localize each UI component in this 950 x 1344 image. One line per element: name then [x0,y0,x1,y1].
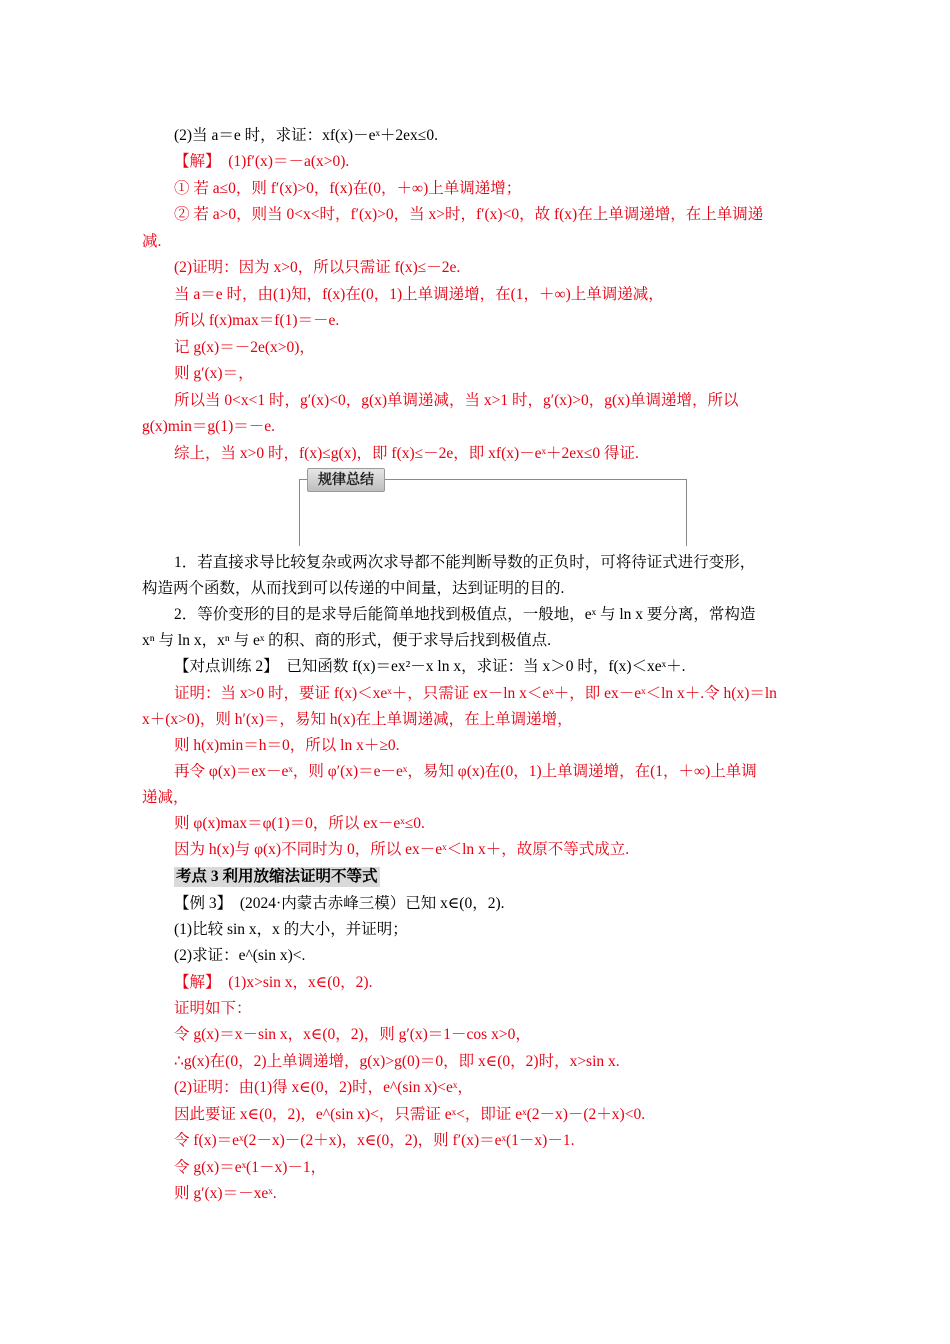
text-line: 令 g(x)＝x－sin x，x∈(0，2)，则 g′(x)＝1－cos x>0， [174,1026,531,1043]
text-line: g(x)min＝g(1)＝－e. [142,418,276,435]
text-line: 因此要证 x∈(0，2)，e^(sin x)<，只需证 eˣ<，即证 eˣ(2－x)－(2＋x)<0. [174,1106,646,1123]
text-line: (2)求证：e^(sin x)<. [174,947,306,964]
text-line: 则 h(x)min＝h＝0，所以 ln x＋≥0. [174,737,400,754]
text-line: 证明：当 x>0 时，要证 f(x)＜xeˣ＋，只需证 ex－ln x＜eˣ＋，即 ex－eˣ＜ln x＋.令 h(x)＝ln [174,685,777,702]
text-line: ∴g(x)在(0，2)上单调递增，g(x)>g(0)＝0，即 x∈(0，2)时，x>sin x. [174,1053,620,1070]
text-line: 1．若直接求导比较复杂或两次求导都不能判断导数的正负时，可将待证式进行变形， [174,554,756,571]
text-line: 则 g′(x)＝－xeˣ. [174,1185,277,1202]
text-line: 则 g′(x)＝， [174,365,254,382]
text-line: 减. [142,233,162,250]
text-line: 令 g(x)＝eˣ(1－x)－1， [174,1159,327,1176]
text-line: 【例 3】 (2024·内蒙古赤峰三模）已知 x∈(0，2). [174,895,505,912]
text-line: 所以当 0<x<1 时，g′(x)<0，g(x)单调递减，当 x>1 时，g′(x)>0，g(x)单调递增，所以 [174,392,739,409]
text-line: (2)当 a＝e 时，求证：xf(x)－eˣ＋2ex≤0. [174,127,438,144]
text-line: 证明如下： [174,1000,252,1017]
text-line: 2．等价变形的目的是求导后能简单地找到极值点，一般地，eˣ 与 ln x 要分离，常构造 [174,606,756,623]
text-line: ① 若 a≤0，则 f′(x)>0，f(x)在(0，＋∞)上单调递增； [174,180,522,197]
text-line: 【解】 (1)f′(x)＝－a(x>0). [174,153,350,170]
summary-box-title: 规律总结 [307,468,385,492]
text-line: ② 若 a>0，则当 0<x<时，f′(x)>0，当 x>时，f′(x)<0，故 f(x)在上单调递增，在上单调递 [174,206,764,223]
text-line: (2)证明：由(1)得 x∈(0，2)时，e^(sin x)<eˣ， [174,1079,473,1096]
text-line: 所以 f(x)max＝f(1)＝－e. [174,312,340,329]
text-line: 【解】 (1)x>sin x，x∈(0，2). [174,974,373,991]
text-line: 因为 h(x)与 φ(x)不同时为 0，所以 ex－eˣ＜ln x＋，故原不等式成立. [174,841,630,858]
text-line: 递减， [142,789,189,806]
section-heading: 考点 3 利用放缩法证明不等式 [176,868,378,885]
text-line: x＋(x>0)，则 h′(x)＝，易知 h(x)在上单调递减，在上单调递增， [142,711,573,728]
text-line: 则 φ(x)max＝φ(1)＝0，所以 ex－eˣ≤0. [174,815,425,832]
text-line: 综上，当 x>0 时，f(x)≤g(x)，即 f(x)≤－2e，即 xf(x)－eˣ＋2ex≤0 得证. [174,445,639,462]
text-line: xⁿ 与 ln x，xⁿ 与 eˣ 的积、商的形式，便于求导后找到极值点. [142,632,552,649]
text-line: 构造两个函数，从而找到可以传递的中间量，达到证明的目的. [142,580,565,597]
text-line: 记 g(x)＝－2e(x>0)， [174,339,315,356]
text-line: 【对点训练 2】 已知函数 f(x)＝ex²－x ln x，求证：当 x＞0 时，f(x)＜xeˣ＋. [174,658,686,675]
text-line: 再令 φ(x)＝ex－eˣ，则 φ′(x)＝e－eˣ，易知 φ(x)在(0，1)上单调递增，在(1，＋∞)上单调 [174,763,757,780]
text-line: 当 a＝e 时，由(1)知，f(x)在(0，1)上单调递增，在(1，＋∞)上单调递减， [174,286,664,303]
text-line: (1)比较 sin x，x 的大小，并证明； [174,921,408,938]
text-line: (2)证明：因为 x>0，所以只需证 f(x)≤－2e. [174,259,461,276]
text-line: 令 f(x)＝eˣ(2－x)－(2＋x)，x∈(0，2)，则 f′(x)＝eˣ(1－x)－1. [174,1132,575,1149]
